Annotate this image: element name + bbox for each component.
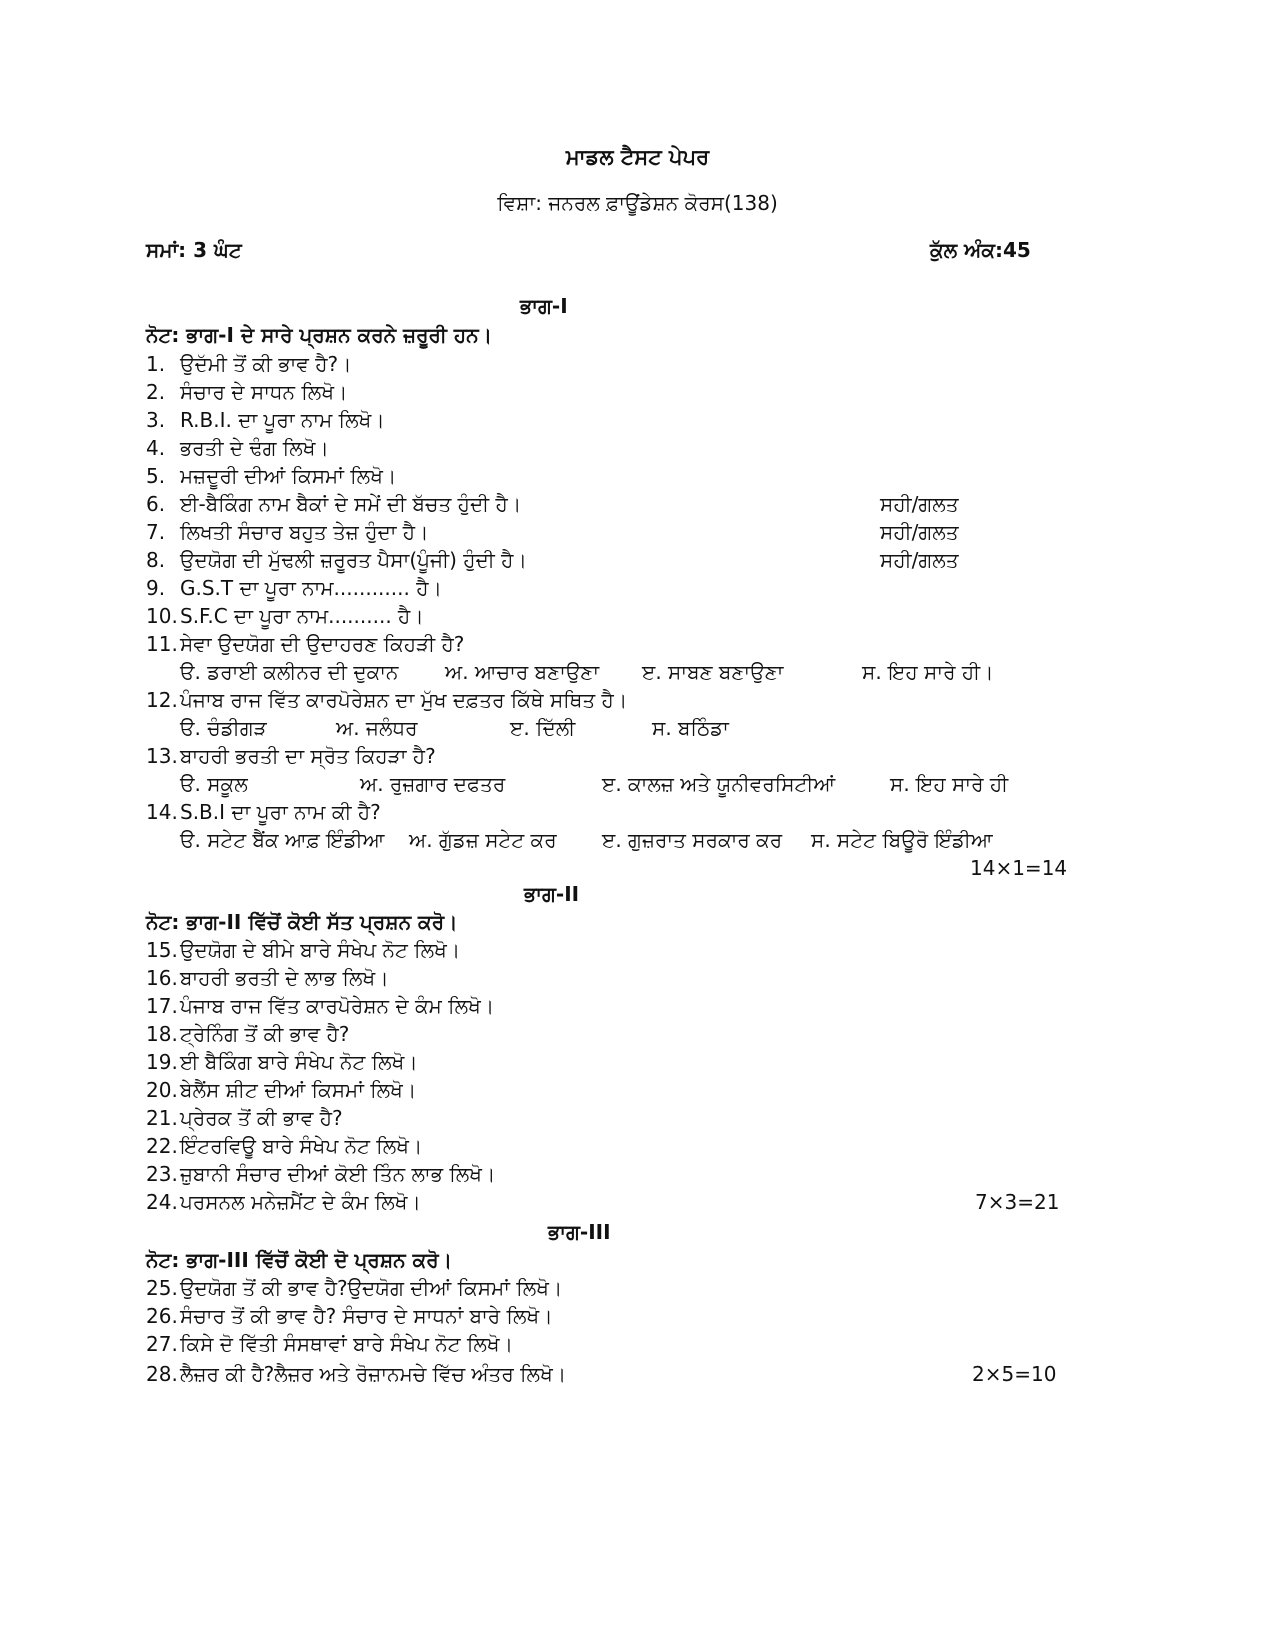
question-text: ਸੰਚਾਰ ਦੇ ਸਾਧਨ ਲਿਖੋ। xyxy=(180,380,348,404)
question-text: ਸੇਵਾ ਉਦਯੋਗ ਦੀ ਉਦਾਹਰਣ ਕਿਹੜੀ ਹੈ? xyxy=(180,632,465,656)
question-number: 19. xyxy=(146,1050,178,1074)
option-b: ਅ. ਰੁਜ਼ਗਾਰ ਦਫਤਰ xyxy=(360,772,506,796)
paper-title: ਮਾਡਲ ਟੈਸਟ ਪੇਪਰ xyxy=(565,145,710,169)
option-a: ੳ. ਸਟੇਟ ਬੈਂਕ ਆਫ਼ ਇੰਡੀਆ xyxy=(180,828,385,852)
question-number: 10. xyxy=(146,604,178,628)
question-number: 1. xyxy=(146,352,166,376)
question xyxy=(146,1052,418,1072)
question-number: 27. xyxy=(146,1332,178,1356)
question-number: 13. xyxy=(146,744,178,768)
question xyxy=(146,494,521,514)
question-text: ਪੰਜਾਬ ਰਾਜ ਵਿੱਤ ਕਾਰਪੋਰੇਸ਼ਨ ਦੇ ਕੰਮ ਲਿਖੋ। xyxy=(180,994,495,1018)
part3-marks: 2×5=10 xyxy=(972,1362,1057,1386)
part1-heading: ਭਾਗ-I xyxy=(520,294,568,318)
part1-note: ਨੋਟ: ਭਾਗ-I ਦੇ ਸਾਰੇ ਪ੍ਰਸ਼ਨ ਕਰਨੇ ਜ਼ਰੂਰੀ ਹਨ। xyxy=(146,323,493,347)
question-text: ਉਦਯੋਗ ਦੇ ਬੀਮੇ ਬਾਰੇ ਸੰਖੇਪ ਨੋਟ ਲਿਖੋ। xyxy=(180,938,461,962)
question xyxy=(146,466,396,486)
question xyxy=(146,1108,343,1128)
question-number: 17. xyxy=(146,994,178,1018)
question xyxy=(146,522,429,542)
question xyxy=(146,1364,566,1384)
question-text: ਬੇਲੈਂਸ ਸ਼ੀਟ ਦੀਆਂ ਕਿਸਮਾਂ ਲਿਖੋ। xyxy=(180,1078,417,1102)
question-number: 4. xyxy=(146,436,166,460)
question-text: ਲਿਖਤੀ ਸੰਚਾਰ ਬਹੁਤ ਤੇਜ਼ ਹੁੰਦਾ ਹੈ। xyxy=(180,520,429,544)
question-number: 20. xyxy=(146,1078,178,1102)
subject-line: ਵਿਸ਼ਾ: ਜਨਰਲ ਫ਼ਾਊਂਡੇਸ਼ਨ ਕੋਰਸ(138) xyxy=(497,191,778,215)
question-text: ਜ਼ੁਬਾਨੀ ਸੰਚਾਰ ਦੀਆਂ ਕੋਈ ਤਿੰਨ ਲਾਭ ਲਿਖੋ। xyxy=(180,1162,496,1186)
question-number: 22. xyxy=(146,1134,178,1158)
question xyxy=(146,578,442,598)
part2-heading: ਭਾਗ-II xyxy=(524,882,580,906)
option-c: ੲ. ਸਾਬਣ ਬਣਾਉਣਾ xyxy=(642,660,784,684)
question xyxy=(146,1334,513,1354)
question-number: 11. xyxy=(146,632,178,656)
question-text: ਈ-ਬੈਕਿੰਗ ਨਾਮ ਬੈਕਾਂ ਦੇ ਸਮੇਂ ਦੀ ਬੱਚਤ ਹੁੰਦੀ ਹੈ। xyxy=(180,492,522,516)
question-text: S.B.I ਦਾ ਪੂਰਾ ਨਾਮ ਕੀ ਹੈ? xyxy=(180,800,381,824)
question-number: 2. xyxy=(146,380,166,404)
question xyxy=(146,968,389,988)
question xyxy=(146,996,494,1016)
question-text: ਬਾਹਰੀ ਭਰਤੀ ਦਾ ਸ੍ਰੋਤ ਕਿਹੜਾ ਹੈ? xyxy=(180,744,436,768)
question-text: R.B.I. ਦਾ ਪੂਰਾ ਨਾਮ ਲਿਖੋ। xyxy=(180,408,385,432)
question xyxy=(146,438,329,458)
part3-heading: ਭਾਗ-III xyxy=(548,1220,611,1244)
question-number: 15. xyxy=(146,938,178,962)
question xyxy=(146,1278,562,1298)
question-number: 12. xyxy=(146,688,178,712)
question-text: G.S.T ਦਾ ਪੂਰਾ ਨਾਮ............ ਹੈ। xyxy=(180,576,442,600)
question-text: ਪ੍ਰੇਰਕ ਤੋਂ ਕੀ ਭਾਵ ਹੈ? xyxy=(180,1106,343,1130)
question-text: ਉਦਯੋਗ ਤੋਂ ਕੀ ਭਾਵ ਹੈ?ਉਦਯੋਗ ਦੀਆਂ ਕਿਸਮਾਂ ਲਿਖੋ। xyxy=(180,1276,563,1300)
part3-note: ਨੋਟ: ਭਾਗ-III ਵਿੱਚੋਂ ਕੋਈ ਦੋ ਪ੍ਰਸ਼ਨ ਕਰੋ। xyxy=(146,1248,453,1272)
question xyxy=(146,1192,421,1212)
option-a: ੳ. ਚੰਡੀਗੜ xyxy=(180,716,267,740)
part2-note: ਨੋਟ: ਭਾਗ-II ਵਿੱਚੋਂ ਕੋਈ ਸੱਤ ਪ੍ਰਸ਼ਨ ਕਰੋ। xyxy=(146,910,458,934)
option-c: ੲ. ਕਾਲਜ਼ ਅਤੇ ਯੂਨੀਵਰਸਿਟੀਆਂ xyxy=(602,772,836,796)
question-text: ਉਦਯੋਗ ਦੀ ਮੁੱਢਲੀ ਜ਼ਰੂਰਤ ਪੈਸਾ(ਪੂੰਜੀ) ਹੁੰਦੀ ਹੈ। xyxy=(180,548,527,572)
true-false-label: ਸਹੀ/ਗਲਤ xyxy=(880,520,959,544)
option-c: ੲ. ਗੁਜ਼ਰਾਤ ਸਰਕਾਰ ਕਰ xyxy=(602,828,783,852)
question-text: ਈ ਬੈਕਿੰਗ ਬਾਰੇ ਸੰਖੇਪ ਨੋਟ ਲਿਖੋ। xyxy=(180,1050,418,1074)
true-false-label: ਸਹੀ/ਗਲਤ xyxy=(880,548,959,572)
question-text: ਇੰਟਰਵਿਊ ਬਾਰੇ ਸੰਖੇਪ ਨੋਟ ਲਿਖੋ। xyxy=(180,1134,423,1158)
question-number: 3. xyxy=(146,408,166,432)
question-text: ਮਜ਼ਦੂਰੀ ਦੀਆਂ ਕਿਸਮਾਂ ਲਿਖੋ। xyxy=(180,464,397,488)
question-text: ਪਰਸਨਲ ਮਨੇਜ਼ਮੈਂਟ ਦੇ ਕੰਮ ਲਿਖੋ। xyxy=(180,1190,421,1214)
option-b: ਅ. ਆਚਾਰ ਬਣਾਉਣਾ xyxy=(445,660,600,684)
option-a: ੳ. ਡਰਾਈ ਕਲੀਨਰ ਦੀ ਦੁਕਾਨ xyxy=(180,660,399,684)
question xyxy=(146,690,627,710)
question-number: 25. xyxy=(146,1276,178,1300)
time-label: ਸਮਾਂ: 3 ਘੰਟ xyxy=(146,238,242,262)
question-text: ਪੰਜਾਬ ਰਾਜ ਵਿੱਤ ਕਾਰਪੋਰੇਸ਼ਨ ਦਾ ਮੁੱਖ ਦਫ਼ਤਰ ਕਿੱਥੇ ਸਥਿਤ ਹੈ। xyxy=(180,688,628,712)
question xyxy=(146,410,385,430)
question xyxy=(146,354,352,374)
question xyxy=(146,940,460,960)
question xyxy=(146,550,527,570)
question-number: 26. xyxy=(146,1304,178,1328)
question-number: 6. xyxy=(146,492,166,516)
question-text: ਲੈਜ਼ਰ ਕੀ ਹੈ?ਲੈਜ਼ਰ ਅਤੇ ਰੋਜ਼ਾਨਮਚੇ ਵਿੱਚ ਅੰਤਰ ਲਿਖੋ। xyxy=(180,1362,567,1386)
question-text: ਟ੍ਰੇਨਿੰਗ ਤੋਂ ਕੀ ਭਾਵ ਹੈ? xyxy=(180,1022,350,1046)
question xyxy=(146,1164,495,1184)
question-text: ਬਾਹਰੀ ਭਰਤੀ ਦੇ ਲਾਭ ਲਿਖੋ। xyxy=(180,966,389,990)
question-number: 8. xyxy=(146,548,166,572)
question-number: 16. xyxy=(146,966,178,990)
part1-marks: 14×1=14 xyxy=(970,856,1068,880)
option-d: ਸ. ਇਹ ਸਾਰੇ ਹੀ xyxy=(890,772,1009,796)
question-number: 18. xyxy=(146,1022,178,1046)
option-c: ੲ. ਦਿੱਲੀ xyxy=(510,716,576,740)
question-number: 28. xyxy=(146,1362,178,1386)
question-number: 7. xyxy=(146,520,166,544)
question-number: 14. xyxy=(146,800,178,824)
question-number: 9. xyxy=(146,576,166,600)
total-marks: ਕੁੱਲ ਅੰਕ:45 xyxy=(930,238,1031,262)
question-number: 24. xyxy=(146,1190,178,1214)
question xyxy=(146,382,348,402)
question-text: ਸੰਚਾਰ ਤੋਂ ਕੀ ਭਾਵ ਹੈ? ਸੰਚਾਰ ਦੇ ਸਾਧਨਾਂ ਬਾਰੇ ਲਿਖੋ। xyxy=(180,1304,553,1328)
question-text: ਉਦੱਮੀ ਤੋਂ ਕੀ ਭਾਵ ਹੈ?। xyxy=(180,352,352,376)
option-d: ਸ. ਸਟੇਟ ਬਿਊਰੋ ਇੰਡੀਆ xyxy=(811,828,993,852)
option-b: ਅ. ਜਲੰਧਰ xyxy=(336,716,418,740)
part2-marks: 7×3=21 xyxy=(975,1190,1060,1214)
question-number: 23. xyxy=(146,1162,178,1186)
option-b: ਅ. ਗੁੱਡਜ਼ ਸਟੇਟ ਕਰ xyxy=(409,828,557,852)
question-number: 5. xyxy=(146,464,166,488)
option-a: ੳ. ਸਕੂਲ xyxy=(180,772,248,796)
question xyxy=(146,802,381,822)
option-d: ਸ. ਇਹ ਸਾਰੇ ਹੀ। xyxy=(862,660,994,684)
question xyxy=(146,1306,553,1326)
question xyxy=(146,634,464,654)
question xyxy=(146,1080,416,1100)
question-text: ਕਿਸੇ ਦੋ ਵਿੱਤੀ ਸੰਸਥਾਵਾਂ ਬਾਰੇ ਸੰਖੇਪ ਨੋਟ ਲਿਖੋ। xyxy=(180,1332,514,1356)
question xyxy=(146,606,424,626)
question-text: S.F.C ਦਾ ਪੂਰਾ ਨਾਮ.......... ਹੈ। xyxy=(180,604,424,628)
question xyxy=(146,1024,349,1044)
question-number: 21. xyxy=(146,1106,178,1130)
question-text: ਭਰਤੀ ਦੇ ਢੰਗ ਲਿਖੋ। xyxy=(180,436,329,460)
question xyxy=(146,1136,422,1156)
true-false-label: ਸਹੀ/ਗਲਤ xyxy=(880,492,959,516)
option-d: ਸ. ਬਠਿੰਡਾ xyxy=(652,716,729,740)
question xyxy=(146,746,436,766)
